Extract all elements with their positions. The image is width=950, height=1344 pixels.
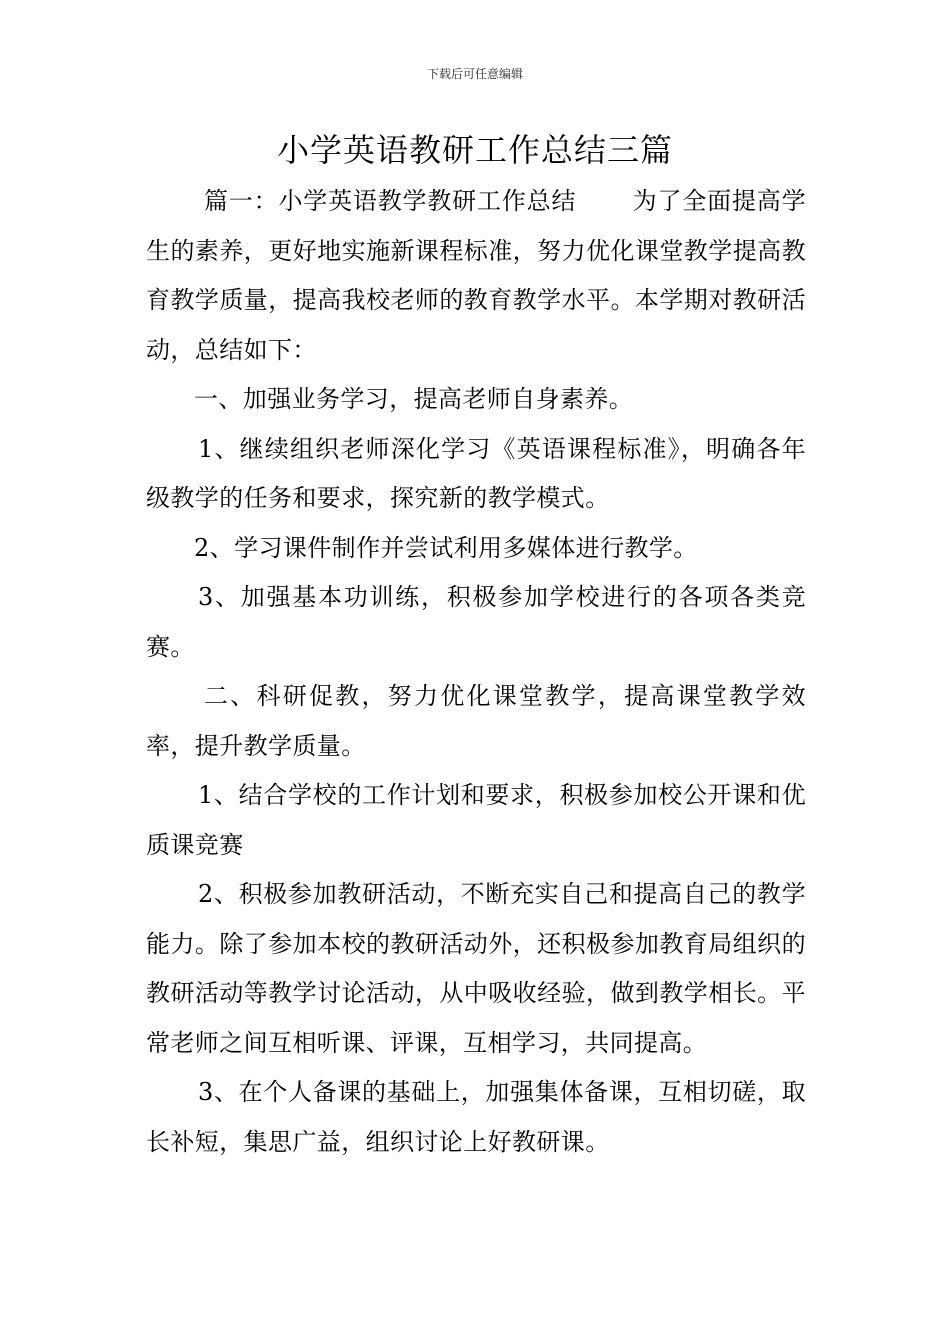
paragraph-intro xyxy=(146,177,806,375)
paragraph-item: 3、加强基本功训练，积极参加学校进行的各项各类竞赛。 xyxy=(146,583,806,661)
paragraph-section-one: 一、加强业务学习，提高老师自身素养。 xyxy=(194,385,634,413)
paragraph-item: 1、结合学校的工作计划和要求，积极参加校公开课和优质课竞赛 xyxy=(146,781,806,859)
document-title: 小学英语教研工作总结三篇 xyxy=(276,131,673,169)
document-body xyxy=(146,177,806,1167)
section-heading: 篇一：小学英语教学教研工作总结 xyxy=(204,187,577,215)
header-note: 下载后可任意编辑 xyxy=(426,67,523,81)
paragraph-section-two: 二、科研促教，努力优化课堂教学，提高课堂教学效率，提升教学质量。 xyxy=(146,682,806,760)
paragraph-item: 1、继续组织老师深化学习《英语课程标准》，明确各年级教学的任务和要求，探究新的教学模式。 xyxy=(146,434,806,512)
paragraph-item: 2、积极参加教研活动，不断充实自己和提高自己的教学能力。除了参加本校的教研活动外，还积极参加教育局组织的教研活动等教学讨论活动，从中吸收经验，做到教学相长。平常老师之间互相听课、评课，互相学习，共同提高。 xyxy=(146,880,806,1057)
paragraph-item: 3、在个人备课的基础上，加强集体备课，互相切磋，取长补短，集思广益，组织讨论上好教研课。 xyxy=(146,1078,806,1156)
intro-text: 为了全面提高学生的素养，更好地实施新课程标准，努力优化课堂教学提高教育教学质量，提高我校老师的教育教学水平。本学期对教研活动，总结如下： xyxy=(146,187,806,364)
paragraph-item: 2、学习课件制作并尝试利用多媒体进行教学。 xyxy=(194,533,698,562)
